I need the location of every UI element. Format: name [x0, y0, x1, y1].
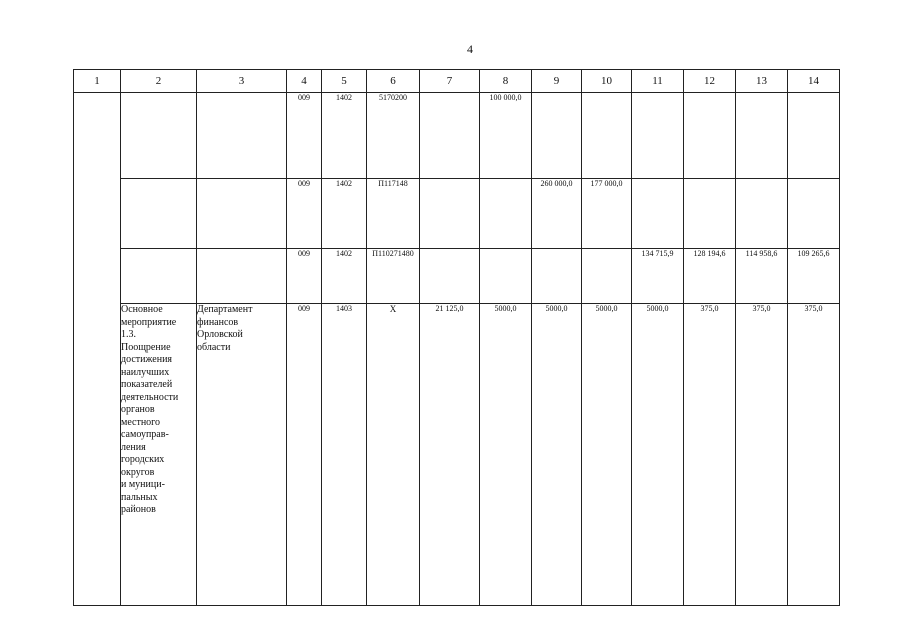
value-cell-8 — [480, 249, 532, 304]
grbs-cell: 009 — [287, 179, 322, 249]
value-cell-9: 5000,0 — [532, 304, 582, 606]
value-cell-12 — [684, 93, 736, 179]
header-cell-5: 5 — [322, 70, 367, 93]
csr-cell: 5170200 — [367, 93, 420, 179]
executor-cell — [197, 304, 287, 606]
activity-line: наилучших — [121, 366, 170, 378]
activity-line: Поощрение — [121, 341, 171, 353]
value-cell-10 — [582, 249, 632, 304]
value-cell-13 — [736, 179, 788, 249]
header-cell-13: 13 — [736, 70, 788, 93]
value-cell-9: 260 000,0 — [532, 179, 582, 249]
activity-line: ления — [121, 441, 146, 453]
header-cell-10: 10 — [582, 70, 632, 93]
value-cell-14: 109 265,6 — [788, 249, 840, 304]
value-cell-9 — [532, 249, 582, 304]
page-number: 4 — [467, 42, 473, 56]
activity-line: пальных — [121, 491, 158, 503]
rzpr-cell: 1402 — [322, 93, 367, 179]
value-cell-10 — [582, 93, 632, 179]
header-cell-8: 8 — [480, 70, 532, 93]
budget-table — [73, 69, 840, 606]
csr-cell: П117148 — [367, 179, 420, 249]
header-row — [74, 70, 840, 93]
executor-cell — [197, 93, 287, 179]
activity-line: районов — [121, 504, 156, 515]
header-cell-12: 12 — [684, 70, 736, 93]
value-cell-7 — [420, 179, 480, 249]
value-cell-10: 177 000,0 — [582, 179, 632, 249]
activity-line: округов — [121, 466, 155, 478]
value-cell-7 — [420, 249, 480, 304]
value-cell-14: 375,0 — [788, 304, 840, 606]
csr-cell: П110271480 — [367, 249, 420, 304]
activity-line: показателей — [121, 379, 173, 390]
executor-cell — [197, 249, 287, 304]
executor-line: Орловской — [197, 329, 243, 340]
grbs-cell: 009 — [287, 93, 322, 179]
activity-line: местного — [121, 416, 161, 428]
header-cell-3: 3 — [197, 70, 287, 93]
executor-line: области — [197, 341, 231, 353]
activity-cell — [121, 249, 197, 304]
header-cell-14: 14 — [788, 70, 840, 93]
value-cell-12: 375,0 — [684, 304, 736, 606]
executor-line: финансов — [197, 316, 239, 328]
activity-cell — [121, 93, 197, 179]
header-cell-9: 9 — [532, 70, 582, 93]
rzpr-cell: 1402 — [322, 179, 367, 249]
header-cell-1: 1 — [74, 70, 121, 93]
value-cell-13: 114 958,6 — [736, 249, 788, 304]
activity-line: достижения — [121, 354, 173, 365]
table-row — [74, 304, 840, 606]
value-cell-8: 5000,0 — [480, 304, 532, 606]
table-row — [74, 93, 840, 179]
activity-line: и муници- — [121, 479, 165, 490]
value-cell-14 — [788, 179, 840, 249]
activity-line: 1.3. — [121, 329, 136, 340]
value-cell-12 — [684, 179, 736, 249]
value-cell-13: 375,0 — [736, 304, 788, 606]
activity-line: самоуправ- — [121, 429, 169, 440]
value-cell-13 — [736, 93, 788, 179]
activity-line: деятельности — [121, 391, 179, 403]
number-cell-merged — [74, 93, 121, 606]
value-cell-8: 100 000,0 — [480, 93, 532, 179]
table-row — [74, 179, 840, 249]
value-cell-7: 21 125,0 — [420, 304, 480, 606]
grbs-cell: 009 — [287, 304, 322, 606]
activity-line: Основное — [121, 304, 163, 315]
grbs-cell: 009 — [287, 249, 322, 304]
header-cell-6: 6 — [367, 70, 420, 93]
table-row — [74, 249, 840, 304]
header-cell-11: 11 — [632, 70, 684, 93]
header-cell-7: 7 — [420, 70, 480, 93]
csr-cell: Х — [367, 304, 420, 606]
executor-line: Департамент — [197, 304, 253, 315]
value-cell-7 — [420, 93, 480, 179]
activity-line: органов — [121, 404, 155, 415]
value-cell-11: 5000,0 — [632, 304, 684, 606]
value-cell-12: 128 194,6 — [684, 249, 736, 304]
value-cell-11: 134 715,9 — [632, 249, 684, 304]
rzpr-cell: 1402 — [322, 249, 367, 304]
activity-line: мероприятие — [121, 316, 177, 328]
activity-cell — [121, 304, 197, 606]
value-cell-11 — [632, 93, 684, 179]
value-cell-14 — [788, 93, 840, 179]
value-cell-10: 5000,0 — [582, 304, 632, 606]
activity-line: городских — [121, 454, 165, 465]
value-cell-8 — [480, 179, 532, 249]
value-cell-11 — [632, 179, 684, 249]
executor-cell — [197, 179, 287, 249]
rzpr-cell: 1403 — [322, 304, 367, 606]
value-cell-9 — [532, 93, 582, 179]
activity-cell — [121, 179, 197, 249]
header-cell-4: 4 — [287, 70, 322, 93]
header-cell-2: 2 — [121, 70, 197, 93]
